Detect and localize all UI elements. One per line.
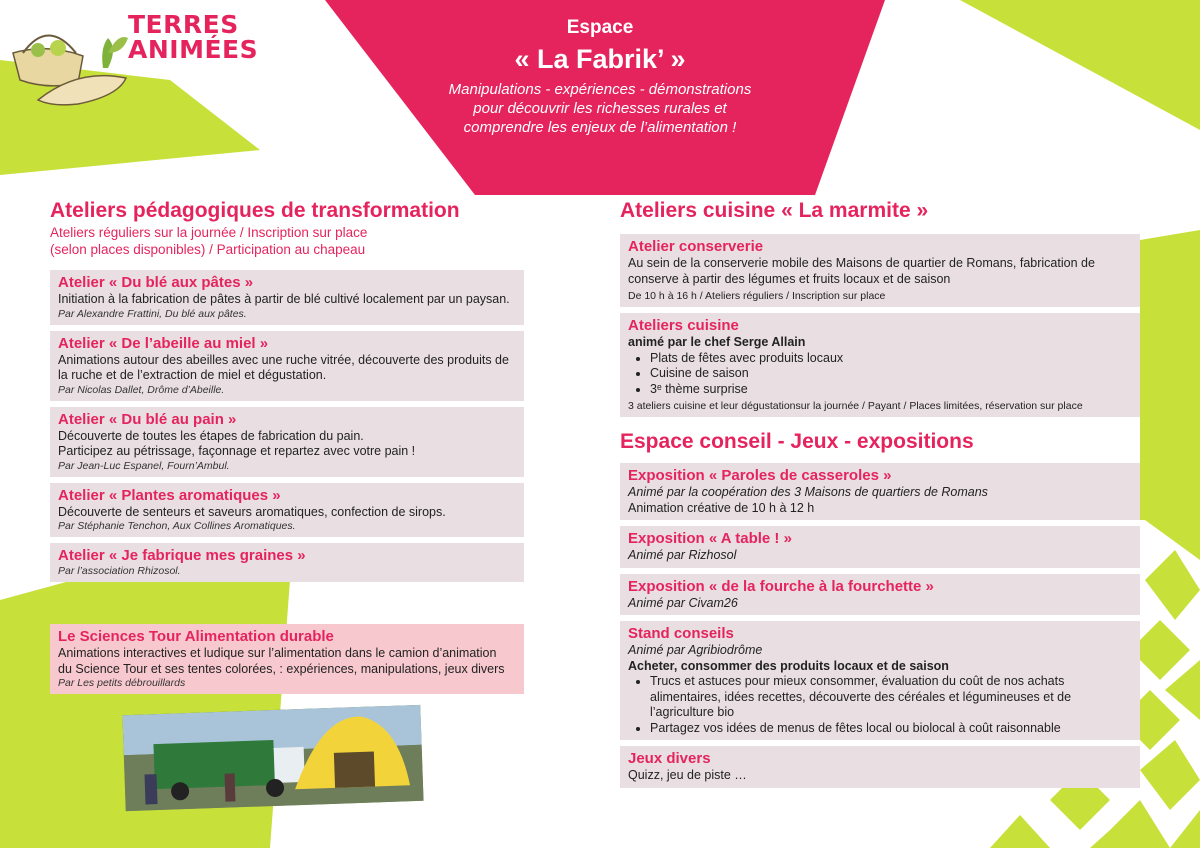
stand-title: Stand conseils [628,625,734,642]
banner-subtitle-line: comprendre les enjeux de l’alimentation ! [463,119,737,136]
science-text: Animations interactives et ludique sur l’alimentation dans le camion d’animation [58,646,497,660]
banner-subtitle [430,80,770,137]
conserverie-info: De 10 h à 16 h / Ateliers réguliers / Inscription sur place [628,290,886,302]
stand-bold: Acheter, consommer des produits locaux et de saison [628,658,949,673]
atelier-text: Découverte de toutes les étapes de fabrication du pain. [58,428,364,443]
cuisine-title: Ateliers cuisine [628,317,739,334]
atelier-pain [50,407,524,477]
atelier-credit: Par l’association Rhizosol. [58,565,181,577]
atelier-text: Participez au pétrissage, façonnage et repartez avec votre pain ! [58,444,416,458]
right-heading-2: Espace conseil - Jeux - expositions [620,430,974,453]
cuisine-item: • Cuisine de saison [650,366,1132,382]
atelier-miel [50,331,524,401]
conserverie-text: Au sein de la conserverie mobile des Maisons de quartier de Romans, fabrication de [628,256,1095,270]
atelier-title: Atelier « Je fabrique mes graines » [58,547,306,564]
photo-illustration [122,705,423,811]
atelier-pates [50,270,524,325]
expo-sub: Animé par Civam26 [628,595,738,610]
expo-casseroles [620,463,1140,520]
lime-shape-top-right [960,0,1200,130]
lime-shape-right [1140,230,1200,520]
science-tour-box [50,624,524,694]
expo-sub: Animé par Rizhosol [628,548,737,562]
atelier-text: Initiation à la fabrication de pâtes à partir de blé cultivé localement par un paysan. [58,292,510,306]
jeux-divers [620,746,1140,788]
jeux-title: Jeux divers [628,750,711,767]
conserverie-title: Atelier conserverie [628,238,764,255]
conserverie-text: conserve à partir des légumes et fruits locaux et de saison [628,271,951,286]
logo-text [128,12,258,62]
left-intro [50,224,524,258]
expo-sub: Animé par la coopération des 3 Maisons de quartiers de Romans [628,485,988,499]
expo-line: Animation créative de 10 h à 12 h [628,500,815,515]
left-heading: Ateliers pédagogiques de transformation [50,199,460,222]
stand-item [650,721,1132,737]
cuisine-chef: animé par le chef Serge Allain [628,335,806,349]
atelier-credit: Par Jean-Luc Espanel, Fourn’Ambul. [58,459,230,472]
logo-line1: TERRES [128,10,239,39]
atelier-credit: Par Nicolas Dallet, Drôme d’Abeille. [58,383,225,396]
expo-title: Exposition « Paroles de casseroles » [628,467,892,484]
expo-a-table [620,526,1140,568]
atelier-plantes [50,483,524,538]
banner-subtitle-line: Manipulations - expériences - démonstrations [448,81,752,98]
left-column [50,198,524,700]
intro-line: Ateliers réguliers sur la journée / Inscription sur place [50,225,368,240]
science-credit: Par Les petits débrouillards [58,677,186,689]
right-column [620,198,1140,794]
stand-item-line: Trucs et astuces pour mieux consommer, évaluation du coût de nos achats [650,674,1065,688]
banner-kicker: Espace [566,17,634,38]
atelier-title: Atelier « Plantes aromatiques » [58,486,281,504]
expo-title: Exposition « A table ! » [628,530,792,547]
science-text: du Science Tour et ses tentes colorées, : expériences, manipulations, jeux divers [58,661,505,676]
intro-line: (selon places disponibles) / Participation au chapeau [50,242,366,257]
atelier-title: Atelier « De l’abeille au miel » [58,334,269,352]
expo-title: Exposition « de la fourche à la fourchette » [628,577,934,595]
stand-item-line: l’agriculture bio [650,705,735,719]
cuisine-info: 3 ateliers cuisine et leur dégustationsur la journée / Payant / Places limitées, réservation sur place [628,400,1083,412]
cuisine-item: • Plats de fêtes avec produits locaux [650,351,1132,367]
science-title: Le Sciences Tour Alimentation durable [58,628,334,645]
stand-sub: Animé par Agribiodrôme [628,643,763,657]
atelier-graines [50,543,524,582]
expo-fourche [620,574,1140,616]
atelier-text: Découverte de senteurs et saveurs aromatiques, confection de sirops. [58,504,446,519]
atelier-conserverie [620,234,1140,307]
ateliers-cuisine [620,313,1140,417]
stand-conseils [620,621,1140,740]
banner-title: « La Fabrik’ » [514,44,686,74]
stand-item-line: alimentaires, idées recettes, découverte des céréales et légumineuses et de [650,689,1072,704]
cuisine-item: • 3ᵉ thème surprise [650,382,1132,398]
atelier-credit: Par Alexandre Frattini, Du blé aux pâtes. [58,307,247,320]
cuisine-list [628,351,1132,398]
atelier-text: Animations autour des abeilles avec une ruche vitrée, découverte des produits de [58,352,509,367]
atelier-credit: Par Stéphanie Tenchon, Aux Collines Aromatiques. [58,520,296,532]
logo-line2: ANIMÉES [128,35,259,64]
jeux-line: Quizz, jeu de piste … [628,768,747,782]
atelier-title: Atelier « Du blé au pain » [58,410,237,428]
banner [430,16,770,137]
banner-subtitle-line: pour découvrir les richesses rurales et [473,100,727,117]
stand-item [650,674,1132,721]
stand-list [628,674,1132,736]
stand-item-line: Partagez vos idées de menus de fêtes local ou biolocal à coût raisonnable [650,720,1061,735]
right-heading-1: Ateliers cuisine « La marmite » [620,199,929,222]
atelier-title: Atelier « Du blé aux pâtes » [58,274,254,291]
science-tour-photo [122,705,423,811]
atelier-text: la ruche et de l’extraction de miel et dégustation. [58,368,327,382]
